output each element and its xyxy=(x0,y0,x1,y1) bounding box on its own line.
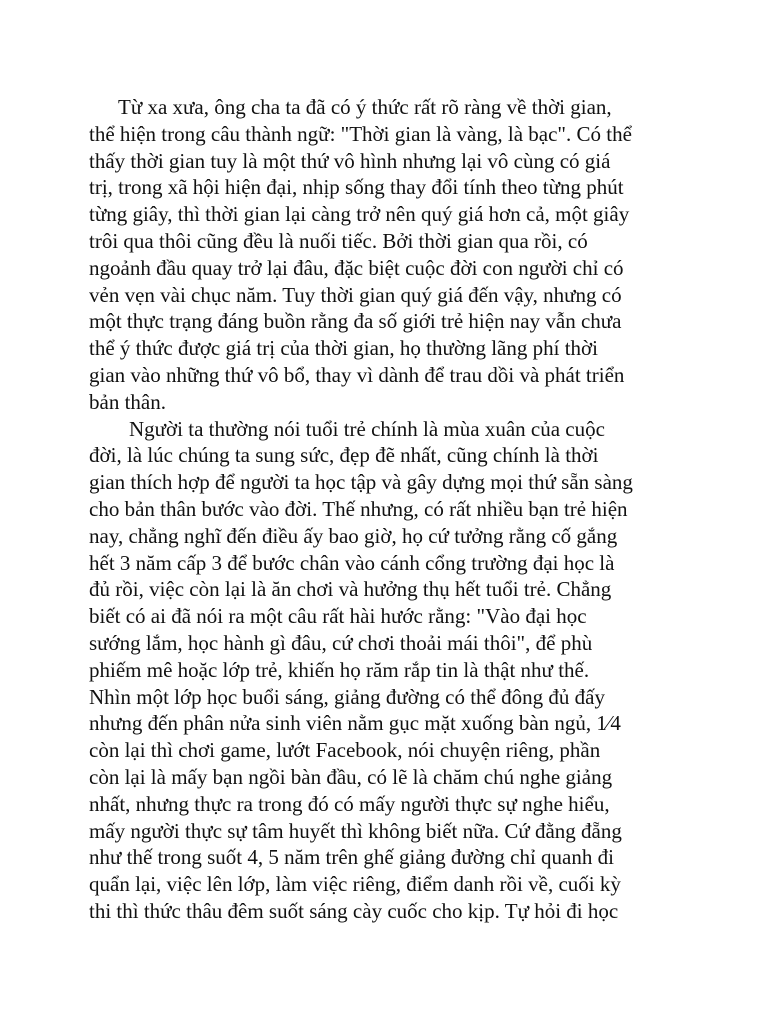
text-line: vẻn vẹn vài chục năm. Tuy thời gian quý giá đến vậy, nhưng có xyxy=(89,282,622,307)
text-line: mấy người thực sự tâm huyết thì không biết nữa. Cứ đằng đẵng xyxy=(89,818,622,843)
text-line: phiếm mê hoặc lớp trẻ, khiến họ răm rắp tin là thật như thế. xyxy=(89,657,590,682)
text-line: đủ rồi, việc còn lại là ăn chơi và hưởng thụ hết tuổi trẻ. Chẳng xyxy=(89,577,612,602)
text-line: thấy thời gian tuy là một thứ vô hình nhưng lại vô cùng có giá xyxy=(89,148,611,173)
text-line: từng giây, thì thời gian lại càng trở nên quý giá hơn cả, một giây xyxy=(89,202,630,227)
text-line: sướng lắm, học hành gì đâu, cứ chơi thoải mái thôi", để phù xyxy=(89,630,593,655)
text-line: Từ xa xưa, ông cha ta đã có ý thức rất rõ ràng về thời gian, xyxy=(118,95,612,119)
text-line: trôi qua thôi cũng đều là nuối tiếc. Bởi thời gian qua rồi, có xyxy=(89,228,588,253)
text-line: cho bản thân bước vào đời. Thế nhưng, có rất nhiều bạn trẻ hiện xyxy=(89,496,628,521)
text-line: trị, trong xã hội hiện đại, nhịp sống thay đổi tính theo từng phút xyxy=(89,175,624,200)
document-body xyxy=(89,94,689,925)
text-line: bản thân. xyxy=(89,389,166,414)
paragraph-1 xyxy=(89,94,689,416)
text-line: như thế trong suốt 4, 5 năm trên ghế giảng đường chỉ quanh đi xyxy=(89,845,614,870)
text-line: gian thích hợp để người ta học tập và gây dựng mọi thứ sẵn sàng xyxy=(89,470,633,495)
text-line: một thực trạng đáng buồn rằng đa số giới trẻ hiện nay vẫn chưa xyxy=(89,309,622,334)
text-line: biết có ai đã nói ra một câu rất hài hước rằng: "Vào đại học xyxy=(89,604,587,629)
text-line: ngoảnh đầu quay trở lại đâu, đặc biệt cuộc đời con người chỉ có xyxy=(89,255,624,280)
text-line: nhất, nhưng thực ra trong đó có mấy người thực sự nghe hiểu, xyxy=(89,791,610,816)
text-line: quẩn lại, việc lên lớp, làm việc riêng, điểm danh rồi về, cuối kỳ xyxy=(89,872,621,897)
text-line: gian vào những thứ vô bổ, thay vì dành để trau dồi và phát triển xyxy=(89,362,625,387)
text-line: còn lại là mấy bạn ngồi bàn đầu, có lẽ là chăm chú nghe giảng xyxy=(89,764,613,789)
paragraph-2 xyxy=(89,416,689,925)
text-line: Người ta thường nói tuổi trẻ chính là mùa xuân của cuộc xyxy=(129,416,605,441)
text-line: thể ý thức được giá trị của thời gian, họ thường lãng phí thời xyxy=(89,336,598,361)
text-line: nay, chẳng nghĩ đến điều ấy bao giờ, họ cứ tưởng rằng cố gắng xyxy=(89,523,618,548)
text-line: nhưng đến phân nửa sinh viên nằm gục mặt xuống bàn ngủ, 1⁄4 xyxy=(89,711,621,736)
text-line: thi thì thức thâu đêm suốt sáng cày cuốc cho kịp. Tự hỏi đi học xyxy=(89,898,619,923)
text-line: thể hiện trong câu thành ngữ: "Thời gian là vàng, là bạc". Có thể xyxy=(89,121,632,146)
text-line: hết 3 năm cấp 3 để bước chân vào cánh cổng trường đại học là xyxy=(89,550,615,575)
text-line: đời, là lúc chúng ta sung sức, đẹp đẽ nhất, cũng chính là thời xyxy=(89,443,599,468)
text-line: còn lại thì chơi game, lướt Facebook, nói chuyện riêng, phần xyxy=(89,738,601,763)
text-line: Nhìn một lớp học buổi sáng, giảng đường có thể đông đủ đấy xyxy=(89,684,605,709)
